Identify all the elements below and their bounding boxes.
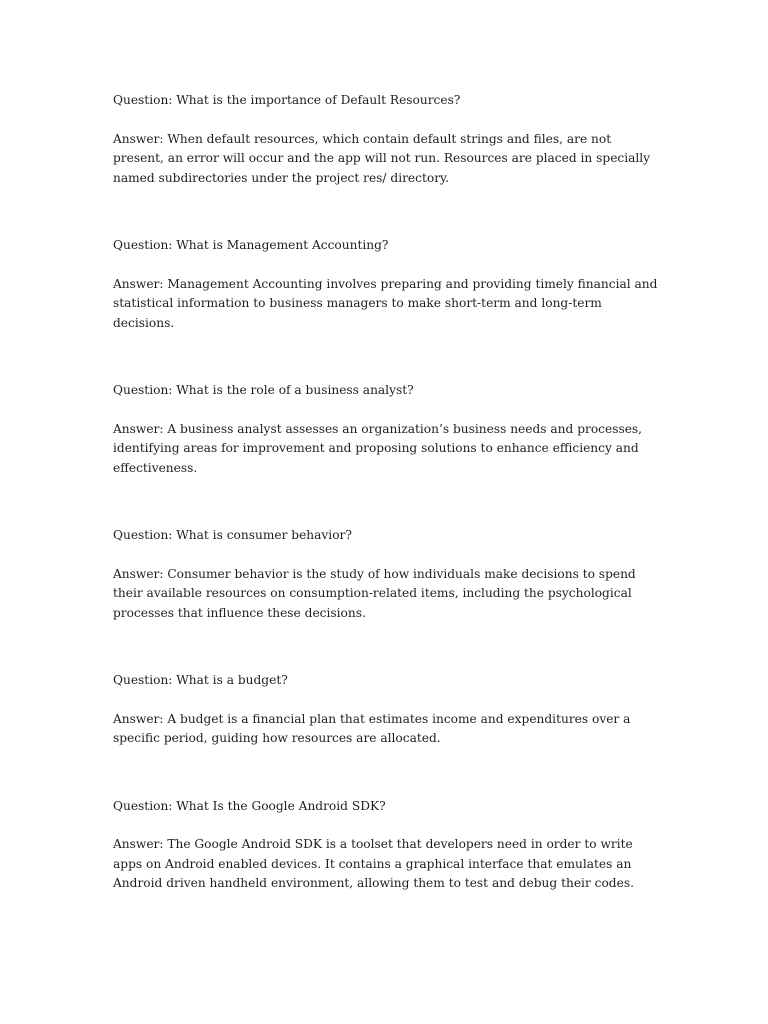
- question-text: Question: What is a budget?: [113, 673, 288, 687]
- answer-text: Answer: The Google Android SDK is a toolset that developers need in order to write apps on Android enabled devices. It contains a graphical interface that emulates an Android driven handheld environment, allowing them to test and debug their codes.: [113, 837, 634, 890]
- question-text: Question: What is the role of a business analyst?: [113, 383, 414, 397]
- qa-block-management-accounting: [113, 236, 658, 333]
- document-body: [113, 91, 658, 894]
- qa-block-business-analyst: [113, 381, 658, 478]
- qa-block-default-resources: [113, 91, 658, 188]
- question-text: Question: What is Management Accounting?: [113, 238, 389, 252]
- qa-block-consumer-behavior: [113, 526, 658, 623]
- answer-text: Answer: Consumer behavior is the study of how individuals make decisions to spend their available resources on consumption-related items, including the psychological processes that influence these decisions.: [113, 566, 636, 620]
- answer-text: Answer: A business analyst assesses an organization’s business needs and processes, identifying areas for improvement and proposing solutions to enhance efficiency and effectiveness.: [113, 421, 643, 475]
- question-text: Question: What is the importance of Default Resources?: [113, 93, 461, 107]
- answer-text: Answer: A budget is a financial plan that estimates income and expenditures over a specific period, guiding how resources are allocated.: [113, 711, 631, 745]
- answer-text: Answer: When default resources, which contain default strings and files, are not present, an error will occur and the app will not run. Resources are placed in specially named subdirectories under the project res/ directory.: [113, 131, 651, 185]
- question-text: Question: What is consumer behavior?: [113, 528, 352, 542]
- answer-text: Answer: Management Accounting involves preparing and providing timely financial and statistical information to business managers to make short-term and long-term decisions.: [113, 276, 658, 330]
- qa-block-budget: [113, 671, 658, 749]
- question-text: Question: What Is the Google Android SDK?: [113, 798, 386, 813]
- qa-block-android-sdk: [113, 797, 658, 894]
